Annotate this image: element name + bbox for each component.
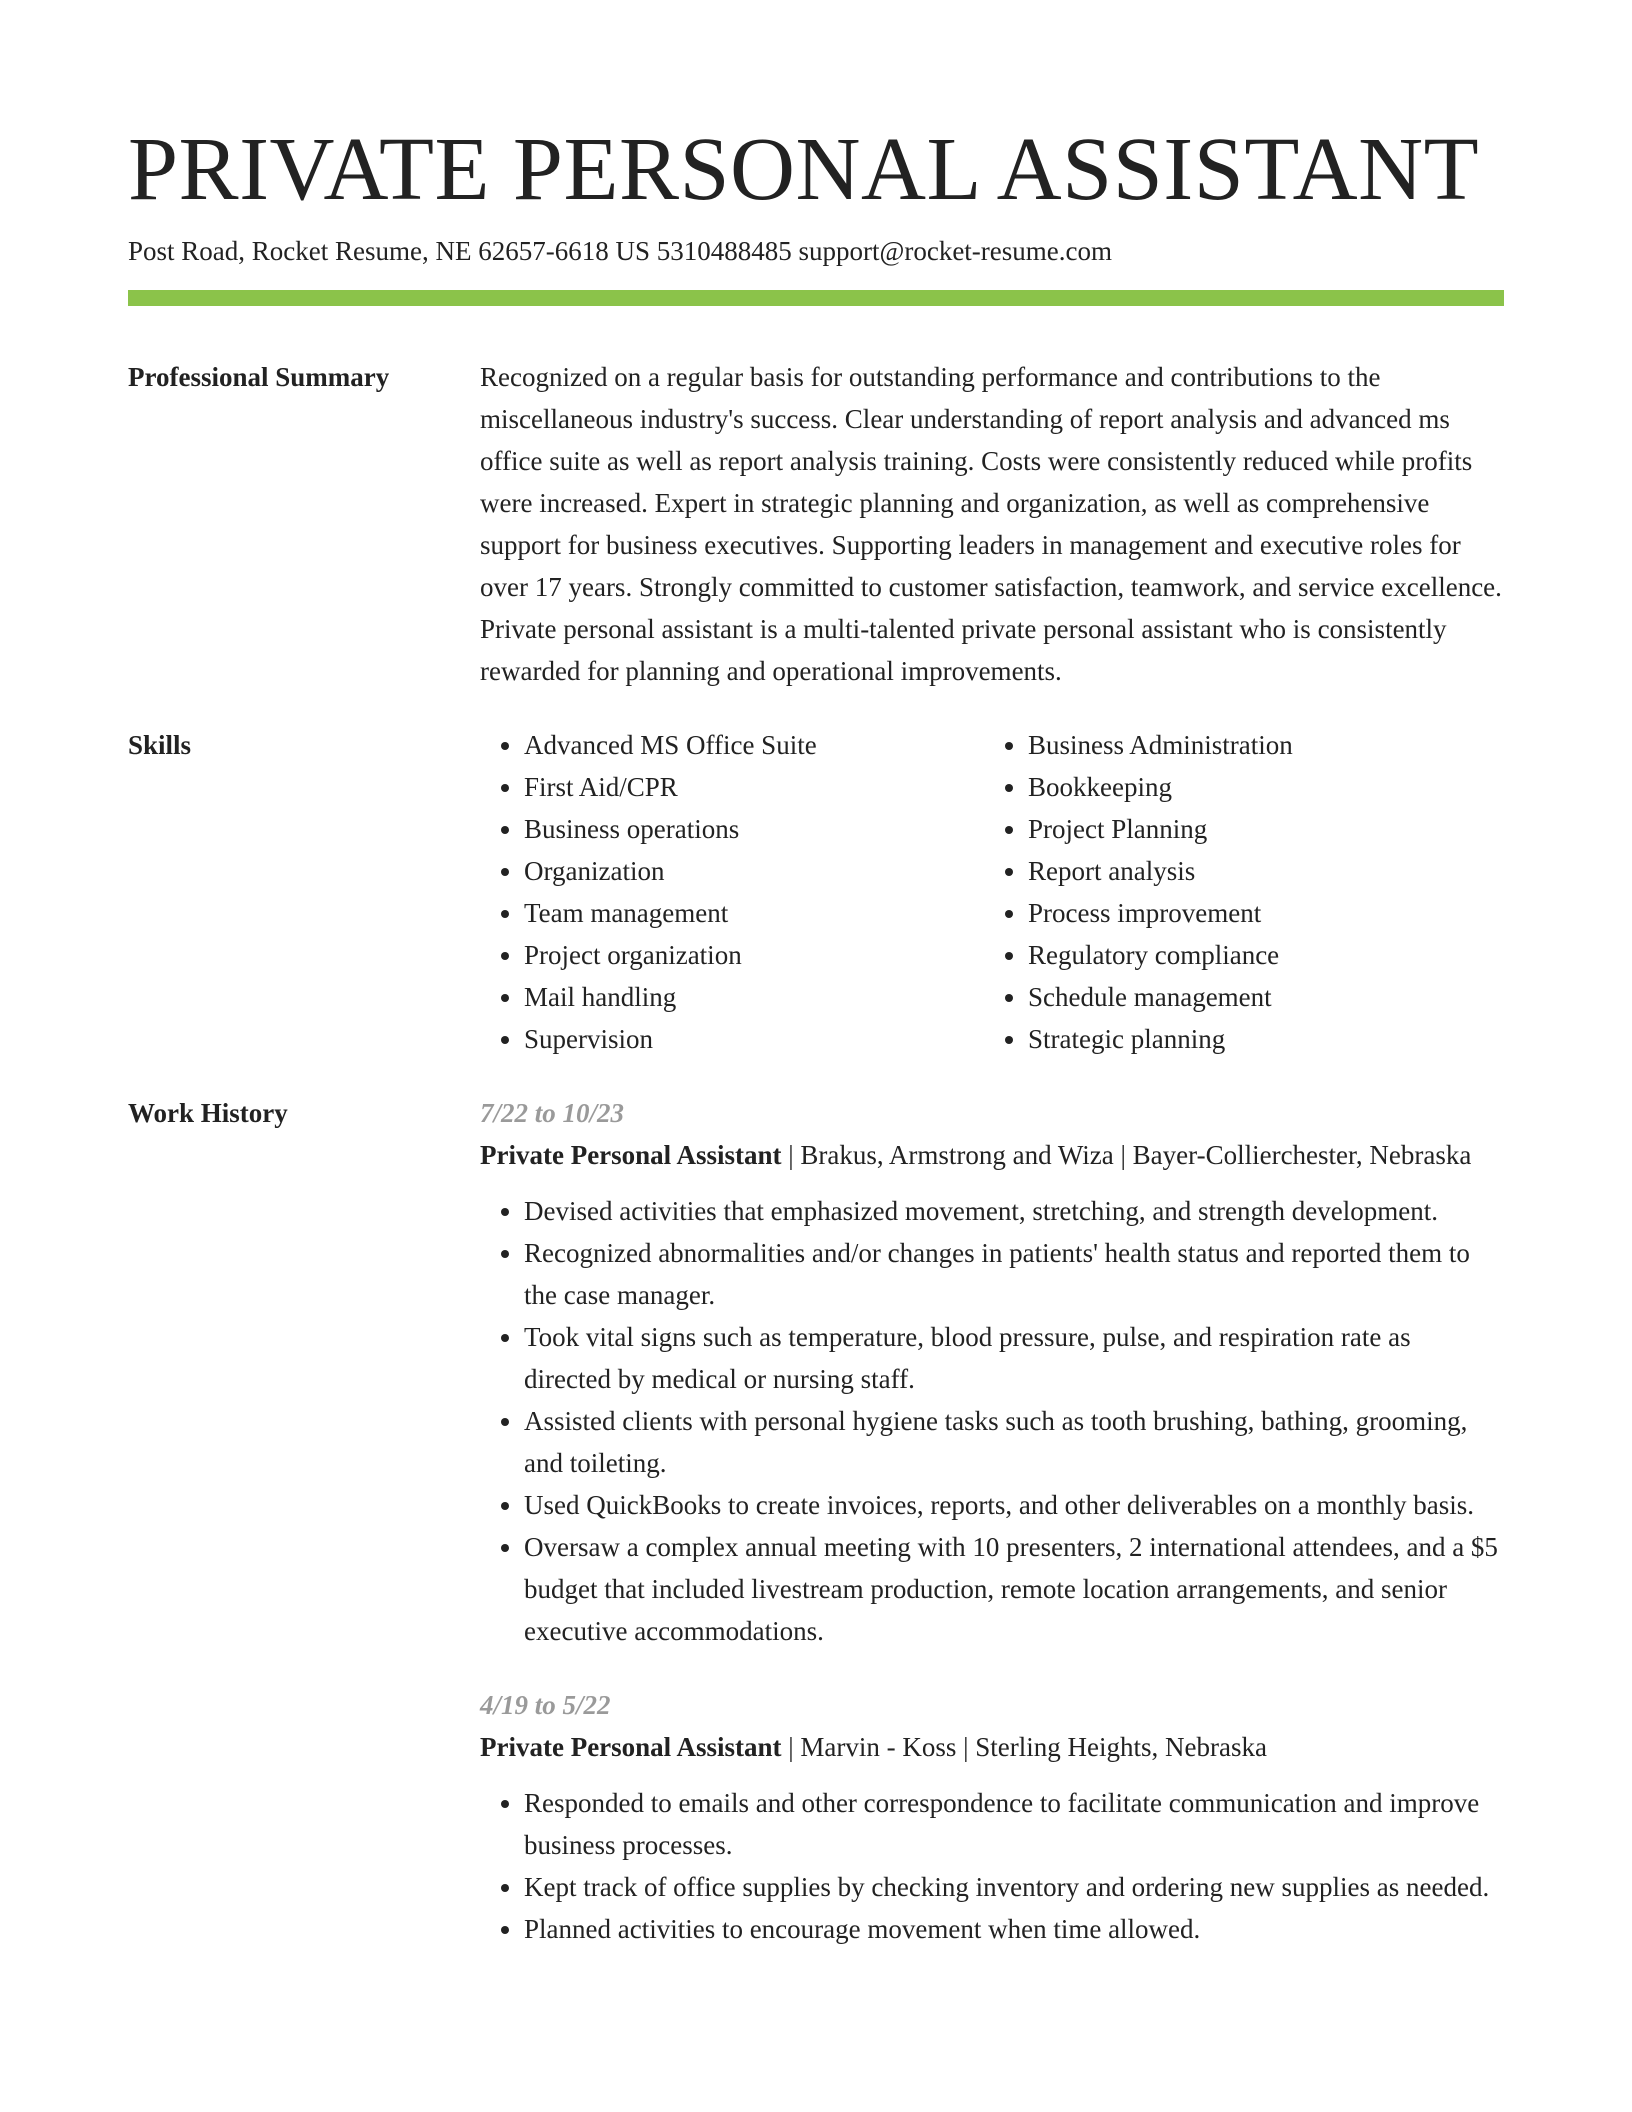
- skills-body: [480, 724, 1504, 1060]
- job-bullet: • Responded to emails and other correspondence to facilitate communication and improve business processes.: [524, 1782, 1504, 1866]
- job-bullet: • Devised activities that emphasized movement, stretching, and strength development.: [524, 1190, 1504, 1232]
- skill-item: • Process improvement: [1028, 892, 1488, 934]
- summary-section: [128, 356, 1504, 692]
- contact-line: Post Road, Rocket Resume, NE 62657-6618 US 5310488485 support@rocket-resume.com: [128, 236, 1112, 266]
- skill-item: • Project Planning: [1028, 808, 1488, 850]
- header-divider: [128, 290, 1504, 306]
- summary-heading: Professional Summary: [128, 362, 390, 392]
- summary-text: Recognized on a regular basis for outstanding performance and contributions to the miscellaneous industry's success. Clear understanding of report analysis and advanced ms office suite as well as report analysis training. Costs were consistently reduced while profits were increased. Expert in strategic planning and organization, as well as comprehensive support for business executives. Supporting leaders in management and executive roles for over 17 years. Strongly committed to customer satisfaction, teamwork, and service excellence. Private personal assistant is a multi-talented private personal assistant who is consistently rewarded for planning and operational improvements.: [480, 362, 1502, 686]
- job-bullet: • Planned activities to encourage movement when time allowed.: [524, 1908, 1504, 1950]
- job-title: Private Personal Assistant: [480, 1732, 782, 1762]
- skills-list-right: [984, 724, 1488, 1060]
- skill-item: • Business Administration: [1028, 724, 1488, 766]
- job-bullet: • Kept track of office supplies by checking inventory and ordering new supplies as needed.: [524, 1866, 1504, 1908]
- job-employer-location: | Marvin - Koss | Sterling Heights, Nebraska: [781, 1732, 1267, 1762]
- job-bullets: [480, 1782, 1504, 1950]
- job-entry: [480, 1092, 1504, 1652]
- skills-heading: Skills: [128, 730, 192, 760]
- skill-item: • Organization: [524, 850, 984, 892]
- skill-item: • Supervision: [524, 1018, 984, 1060]
- work-history-body: [480, 1092, 1504, 1950]
- job-bullet: • Recognized abnormalities and/or changes in patients' health status and reported them to the case manager.: [524, 1232, 1504, 1316]
- resume-name: PRIVATE PERSONAL ASSISTANT: [128, 120, 1480, 219]
- skill-item: • Bookkeeping: [1028, 766, 1488, 808]
- skill-item: • Advanced MS Office Suite: [524, 724, 984, 766]
- skill-item: • Project organization: [524, 934, 984, 976]
- skill-item: • First Aid/CPR: [524, 766, 984, 808]
- job-bullet: • Used QuickBooks to create invoices, reports, and other deliverables on a monthly basis.: [524, 1484, 1504, 1526]
- job-title: Private Personal Assistant: [480, 1140, 782, 1170]
- resume-page: [128, 118, 1504, 1950]
- work-history-heading: Work History: [128, 1098, 288, 1128]
- skill-item: • Regulatory compliance: [1028, 934, 1488, 976]
- skills-list-left: [480, 724, 984, 1060]
- job-bullet: • Assisted clients with personal hygiene tasks such as tooth brushing, bathing, grooming, and toileting.: [524, 1400, 1504, 1484]
- job-bullet: • Took vital signs such as temperature, blood pressure, pulse, and respiration rate as directed by medical or nursing staff.: [524, 1316, 1504, 1400]
- job-heading: [480, 1134, 1504, 1176]
- skill-item: • Team management: [524, 892, 984, 934]
- job-bullets: [480, 1190, 1504, 1652]
- skill-item: • Business operations: [524, 808, 984, 850]
- skill-item: • Strategic planning: [1028, 1018, 1488, 1060]
- job-bullet: • Oversaw a complex annual meeting with 10 presenters, 2 international attendees, and a $5 budget that included livestream production, remote location arrangements, and senior executive accommodations.: [524, 1526, 1504, 1652]
- skill-item: • Schedule management: [1028, 976, 1488, 1018]
- skills-section: [128, 724, 1504, 1060]
- skill-item: • Report analysis: [1028, 850, 1488, 892]
- job-dates: 7/22 to 10/23: [480, 1098, 625, 1128]
- work-history-section: [128, 1092, 1504, 1950]
- job-entry: [480, 1684, 1504, 1950]
- job-heading: [480, 1726, 1504, 1768]
- job-dates: 4/19 to 5/22: [480, 1690, 611, 1720]
- skill-item: • Mail handling: [524, 976, 984, 1018]
- job-employer-location: | Brakus, Armstrong and Wiza | Bayer-Collierchester, Nebraska: [781, 1140, 1472, 1170]
